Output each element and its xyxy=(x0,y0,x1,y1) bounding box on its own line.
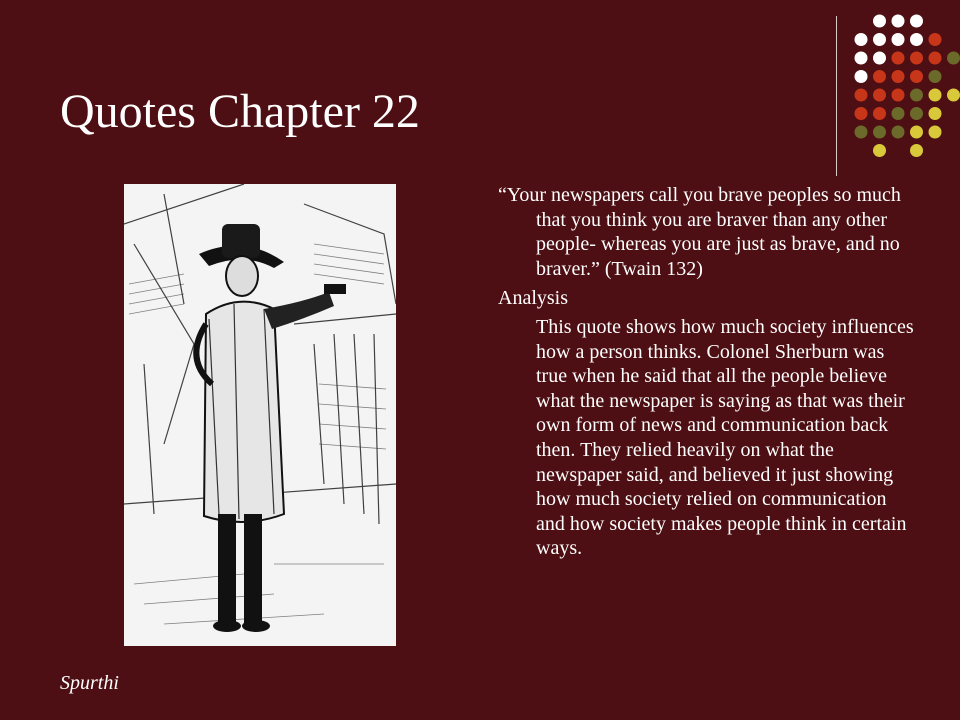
decorative-dot xyxy=(855,52,868,65)
decorative-dot xyxy=(947,89,960,102)
decorative-dot xyxy=(855,89,868,102)
decorative-dot xyxy=(892,33,905,46)
analysis-text: This quote shows how much society influences how a person thinks. Colonel Sherburn was true when he said that all the people believe what the newspaper is saying as that was their own form of news and communication back then. They relied heavily on what the newspaper said, and believed it just showing how much society relied on communication and how society makes people think in certain ways. xyxy=(536,316,914,560)
decorative-dot xyxy=(947,52,960,65)
decorative-dot xyxy=(910,52,923,65)
decorative-dot xyxy=(855,107,868,120)
decorative-dot xyxy=(929,126,942,139)
decorative-dot xyxy=(855,126,868,139)
decorative-dot xyxy=(910,107,923,120)
decorative-dot xyxy=(873,70,886,83)
decorative-dot xyxy=(929,107,942,120)
man-with-pistol-illustration-icon xyxy=(124,184,396,646)
decorative-dot xyxy=(892,107,905,120)
decorative-dot xyxy=(855,70,868,83)
decorative-dot xyxy=(892,126,905,139)
decorative-dot xyxy=(910,89,923,102)
decorative-dot xyxy=(873,126,886,139)
decorative-dot xyxy=(910,144,923,157)
quote-text: “Your newspapers call you brave peoples so much that you think you are braver than any other people- whereas you are just as brave, and no braver.” (Twain 132) xyxy=(498,184,901,280)
decorative-dot xyxy=(873,33,886,46)
decorative-dot xyxy=(892,15,905,28)
decorative-dot xyxy=(892,89,905,102)
decorative-vertical-line xyxy=(836,16,837,176)
decorative-dot xyxy=(929,70,942,83)
decorative-dot xyxy=(873,107,886,120)
slide-title: Quotes Chapter 22 xyxy=(60,85,420,138)
decorative-dot xyxy=(892,52,905,65)
analysis-heading: Analysis xyxy=(498,287,568,309)
decorative-dot xyxy=(929,33,942,46)
decorative-dot xyxy=(910,15,923,28)
decorative-dot xyxy=(892,70,905,83)
slide-body xyxy=(498,183,918,561)
author-footer: Spurthi xyxy=(60,672,119,694)
decorative-dot xyxy=(929,52,942,65)
decorative-dot xyxy=(873,144,886,157)
decorative-dot xyxy=(910,70,923,83)
decorative-dot xyxy=(910,33,923,46)
decorative-dot xyxy=(929,89,942,102)
decorative-dot xyxy=(855,33,868,46)
decorative-dot xyxy=(873,52,886,65)
decorative-dot xyxy=(910,126,923,139)
decorative-dot xyxy=(873,15,886,28)
decorative-dot xyxy=(873,89,886,102)
illustration-image xyxy=(124,184,396,646)
